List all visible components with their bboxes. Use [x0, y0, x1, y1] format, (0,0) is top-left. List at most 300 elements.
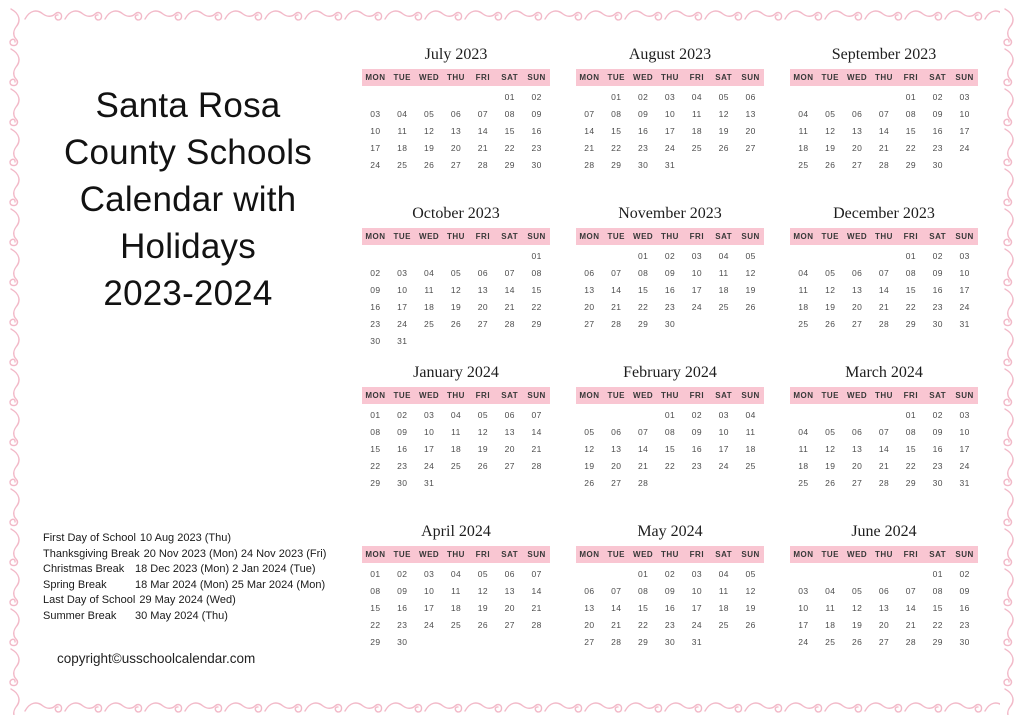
week-row [790, 315, 978, 332]
date-cell: 08 [611, 108, 622, 119]
date-cell: 05 [477, 568, 488, 579]
weeks-area [790, 247, 978, 332]
date-cell: 11 [798, 125, 809, 136]
weekday-header: TUE [821, 550, 840, 559]
date-cell: 25 [397, 159, 408, 170]
weekday-header: FRI [903, 550, 919, 559]
weekday-header-bar [362, 228, 550, 245]
date-cell: 21 [878, 142, 890, 153]
holiday-label: Summer Break [43, 609, 117, 622]
months-grid [362, 44, 978, 673]
week-row [362, 247, 550, 264]
weekday-header: MON [365, 73, 386, 82]
border-swirl-top [24, 5, 1000, 25]
week-row [576, 156, 764, 173]
date-cell: 21 [611, 301, 622, 312]
date-cell: 21 [638, 460, 649, 471]
date-cell: 30 [932, 477, 943, 488]
date-cell: 07 [905, 585, 916, 596]
weekday-header: TUE [821, 232, 840, 241]
date-cell: 22 [664, 460, 676, 471]
date-cell: 29 [905, 318, 916, 329]
weeks-area [790, 565, 978, 650]
date-cell: 21 [531, 602, 542, 613]
date-cell: 12 [745, 267, 756, 278]
date-cell: 08 [370, 585, 381, 596]
date-cell: 02 [932, 91, 943, 102]
weeks-area [362, 247, 550, 349]
date-cell: 01 [611, 91, 622, 102]
date-cell: 15 [611, 125, 622, 136]
weekday-header: FRI [903, 73, 919, 82]
weekday-header: SUN [741, 73, 760, 82]
weekday-header: SUN [527, 550, 546, 559]
date-cell: 01 [531, 250, 542, 261]
week-row [576, 264, 764, 281]
holiday-row [43, 547, 326, 563]
date-cell: 23 [932, 142, 943, 153]
week-row [576, 139, 764, 156]
weeks-area [576, 565, 764, 650]
date-cell: 28 [878, 477, 890, 488]
date-cell: 29 [531, 318, 542, 329]
date-cell: 13 [852, 284, 863, 295]
weekday-header: THU [661, 391, 679, 400]
date-cell: 03 [718, 409, 729, 420]
date-cell: 18 [798, 301, 809, 312]
date-cell: 06 [450, 108, 462, 119]
date-cell: 03 [691, 568, 702, 579]
month-title: September 2023 [831, 46, 937, 63]
holiday-row [43, 593, 326, 609]
date-cell: 25 [798, 318, 809, 329]
holiday-row [43, 609, 326, 625]
date-cell: 10 [691, 585, 702, 596]
date-cell: 10 [424, 585, 435, 596]
date-cell: 16 [638, 125, 649, 136]
date-cell: 18 [450, 443, 462, 454]
date-cell: 24 [424, 460, 435, 471]
date-cell: 13 [878, 602, 890, 613]
date-cell: 29 [370, 477, 381, 488]
date-cell: 28 [531, 460, 542, 471]
weekday-header: WED [419, 391, 440, 400]
weekday-header-bar [362, 387, 550, 404]
date-cell: 06 [878, 585, 890, 596]
date-cell: 30 [397, 636, 408, 647]
date-cell: 20 [584, 619, 595, 630]
date-cell: 10 [959, 267, 970, 278]
weekday-header: MON [579, 232, 600, 241]
date-cell: 25 [745, 460, 756, 471]
date-cell: 16 [370, 301, 381, 312]
date-cell: 03 [798, 585, 809, 596]
date-cell: 13 [584, 602, 595, 613]
date-cell: 05 [745, 250, 756, 261]
date-cell: 26 [745, 619, 756, 630]
weekday-header: TUE [821, 391, 840, 400]
date-cell: 01 [370, 568, 381, 579]
date-cell: 15 [905, 443, 916, 454]
date-cell: 17 [424, 443, 435, 454]
date-cell: 26 [852, 636, 863, 647]
date-cell: 16 [932, 125, 943, 136]
weekday-header-bar [362, 546, 550, 563]
date-cell: 08 [638, 267, 649, 278]
weekday-header-bar [790, 228, 978, 245]
date-cell: 11 [397, 125, 408, 136]
date-cell: 03 [370, 108, 381, 119]
date-cell: 09 [664, 267, 676, 278]
date-cell: 16 [691, 443, 702, 454]
date-cell: 01 [370, 409, 381, 420]
weekday-header: MON [365, 232, 386, 241]
date-cell: 09 [397, 426, 408, 437]
date-cell: 17 [691, 284, 702, 295]
date-cell: 10 [959, 426, 970, 437]
week-row [362, 298, 550, 315]
holiday-dates: 18 Mar 2024 (Mon) 25 Mar 2024 (Mon) [135, 578, 326, 591]
date-cell: 21 [477, 142, 488, 153]
weekday-header: THU [875, 391, 893, 400]
date-cell: 13 [450, 125, 462, 136]
date-cell: 15 [932, 602, 943, 613]
date-cell: 24 [664, 142, 676, 153]
page-title [40, 82, 336, 317]
date-cell: 08 [905, 108, 916, 119]
holiday-dates: 29 May 2024 (Wed) [139, 594, 236, 607]
page-title-line: Calendar with [79, 180, 297, 219]
date-cell: 07 [477, 108, 488, 119]
week-row [362, 332, 550, 349]
date-cell: 22 [611, 142, 622, 153]
date-cell: 19 [450, 301, 462, 312]
weekday-header: SAT [715, 550, 733, 559]
date-cell: 02 [959, 568, 970, 579]
weekday-header-bar [576, 69, 764, 86]
holiday-dates: 30 May 2024 (Thu) [135, 609, 228, 622]
date-cell: 16 [932, 284, 943, 295]
date-cell: 05 [825, 108, 836, 119]
date-cell: 16 [664, 284, 676, 295]
date-cell: 30 [932, 159, 943, 170]
weekday-header-bar [362, 69, 550, 86]
date-cell: 28 [611, 318, 622, 329]
week-row [362, 599, 550, 616]
date-cell: 16 [397, 602, 408, 613]
week-row [576, 474, 764, 491]
date-cell: 03 [959, 409, 970, 420]
weekday-header: THU [661, 232, 679, 241]
border-swirl-bottom [24, 697, 1000, 717]
weekday-header: SAT [715, 391, 733, 400]
month-title: March 2024 [845, 364, 923, 381]
month-calendar [790, 362, 978, 514]
date-cell: 02 [664, 568, 676, 579]
copyright-text: copyright©usschoolcalendar.com [57, 651, 256, 666]
weekday-header: SUN [955, 391, 974, 400]
date-cell: 23 [638, 142, 649, 153]
date-cell: 24 [691, 301, 702, 312]
date-cell: 12 [424, 125, 435, 136]
date-cell: 14 [584, 125, 595, 136]
holiday-row [43, 531, 326, 547]
date-cell: 09 [691, 426, 702, 437]
date-cell: 05 [825, 267, 836, 278]
date-cell: 11 [798, 284, 809, 295]
week-row [790, 616, 978, 633]
week-row [576, 315, 764, 332]
date-cell: 08 [531, 267, 542, 278]
date-cell: 28 [878, 318, 890, 329]
date-cell: 20 [878, 619, 890, 630]
weekday-header: MON [365, 391, 386, 400]
date-cell: 18 [450, 602, 462, 613]
date-cell: 28 [477, 159, 488, 170]
week-row [362, 139, 550, 156]
date-cell: 04 [825, 585, 836, 596]
date-cell: 25 [718, 301, 729, 312]
date-cell: 06 [611, 426, 622, 437]
weekday-header: MON [579, 73, 600, 82]
date-cell: 15 [370, 443, 381, 454]
date-cell: 08 [638, 585, 649, 596]
weekday-header: TUE [607, 232, 626, 241]
date-cell: 25 [798, 477, 809, 488]
week-row [790, 156, 978, 173]
month-title: May 2024 [637, 523, 703, 540]
date-cell: 09 [370, 284, 381, 295]
month-calendar [790, 44, 978, 196]
date-cell: 07 [878, 426, 890, 437]
date-cell: 09 [959, 585, 970, 596]
date-cell: 11 [424, 284, 434, 295]
date-cell: 05 [852, 585, 863, 596]
date-cell: 05 [718, 91, 729, 102]
weekday-header: SUN [955, 232, 974, 241]
date-cell: 17 [798, 619, 809, 630]
date-cell: 07 [638, 426, 649, 437]
date-cell: 23 [932, 301, 943, 312]
date-cell: 16 [531, 125, 542, 136]
date-cell: 09 [664, 585, 676, 596]
date-cell: 17 [397, 301, 408, 312]
week-row [790, 474, 978, 491]
date-cell: 04 [397, 108, 408, 119]
holiday-label: Christmas Break [43, 563, 125, 576]
date-cell: 19 [852, 619, 863, 630]
weekday-header-bar [790, 69, 978, 86]
date-cell: 27 [852, 159, 863, 170]
date-cell: 05 [584, 426, 595, 437]
date-cell: 29 [932, 636, 943, 647]
week-row [790, 88, 978, 105]
month-title: April 2024 [421, 523, 491, 540]
date-cell: 25 [718, 619, 729, 630]
date-cell: 04 [798, 426, 809, 437]
date-cell: 21 [878, 460, 890, 471]
date-cell: 04 [798, 267, 809, 278]
week-row [362, 88, 550, 105]
date-cell: 05 [825, 426, 836, 437]
date-cell: 05 [424, 108, 435, 119]
week-row [362, 264, 550, 281]
weekday-header-bar [790, 387, 978, 404]
page-title-line: 2023-2024 [103, 274, 273, 313]
date-cell: 26 [477, 460, 488, 471]
week-row [362, 122, 550, 139]
page-title-line: Santa Rosa [95, 86, 281, 125]
weekday-header: WED [419, 73, 440, 82]
date-cell: 13 [745, 108, 756, 119]
date-cell: 11 [451, 585, 461, 596]
weekday-header: FRI [689, 550, 705, 559]
date-cell: 23 [959, 619, 970, 630]
month-calendar [576, 362, 764, 514]
weekday-header: SUN [955, 73, 974, 82]
date-cell: 22 [531, 301, 542, 312]
date-cell: 10 [959, 108, 970, 119]
week-row [790, 440, 978, 457]
weekday-header: SUN [741, 391, 760, 400]
date-cell: 20 [852, 142, 863, 153]
date-cell: 03 [397, 267, 408, 278]
date-cell: 15 [370, 602, 381, 613]
date-cell: 03 [959, 91, 970, 102]
date-cell: 10 [664, 108, 676, 119]
date-cell: 06 [504, 568, 515, 579]
weekday-header: FRI [475, 73, 491, 82]
date-cell: 14 [611, 602, 622, 613]
weekday-header: SAT [929, 391, 947, 400]
date-cell: 29 [370, 636, 381, 647]
date-cell: 14 [878, 443, 890, 454]
weeks-area [576, 88, 764, 173]
date-cell: 15 [905, 284, 916, 295]
weekday-header: FRI [475, 232, 491, 241]
date-cell: 14 [477, 125, 488, 136]
date-cell: 24 [691, 619, 702, 630]
holiday-label: First Day of School [43, 532, 136, 544]
date-cell: 13 [504, 426, 515, 437]
date-cell: 28 [504, 318, 515, 329]
date-cell: 20 [611, 460, 622, 471]
month-calendar [362, 521, 550, 673]
date-cell: 01 [905, 91, 916, 102]
weekday-header: SUN [955, 550, 974, 559]
date-cell: 16 [397, 443, 408, 454]
week-row [576, 247, 764, 264]
date-cell: 06 [584, 585, 595, 596]
date-cell: 17 [959, 284, 970, 295]
date-cell: 02 [932, 409, 943, 420]
date-cell: 29 [905, 477, 916, 488]
date-cell: 10 [798, 602, 809, 613]
weekday-header: MON [365, 550, 386, 559]
date-cell: 31 [397, 335, 408, 346]
date-cell: 15 [638, 284, 649, 295]
date-cell: 04 [691, 91, 702, 102]
date-cell: 02 [638, 91, 649, 102]
date-cell: 26 [477, 619, 488, 630]
date-cell: 01 [504, 91, 515, 102]
week-row [362, 457, 550, 474]
date-cell: 18 [718, 602, 729, 613]
date-cell: 01 [638, 250, 649, 261]
page-title-line: County Schools [64, 133, 312, 172]
week-row [576, 122, 764, 139]
weeks-area [362, 406, 550, 491]
date-cell: 13 [852, 443, 863, 454]
date-cell: 21 [905, 619, 916, 630]
date-cell: 20 [477, 301, 488, 312]
date-cell: 30 [638, 159, 649, 170]
date-cell: 27 [584, 636, 595, 647]
date-cell: 18 [798, 460, 809, 471]
date-cell: 17 [424, 602, 435, 613]
week-row [790, 457, 978, 474]
date-cell: 05 [450, 267, 462, 278]
weekday-header: MON [579, 391, 600, 400]
date-cell: 29 [611, 159, 622, 170]
date-cell: 22 [905, 301, 916, 312]
date-cell: 26 [424, 159, 435, 170]
holiday-label: Last Day of School [43, 594, 136, 607]
date-cell: 01 [905, 250, 916, 261]
date-cell: 10 [691, 267, 702, 278]
date-cell: 26 [825, 159, 836, 170]
date-cell: 15 [638, 602, 649, 613]
date-cell: 14 [878, 284, 890, 295]
weeks-area [362, 88, 550, 173]
date-cell: 22 [504, 142, 515, 153]
date-cell: 19 [825, 460, 836, 471]
week-row [790, 122, 978, 139]
date-cell: 22 [932, 619, 943, 630]
week-row [576, 406, 764, 423]
week-row [790, 423, 978, 440]
date-cell: 27 [611, 477, 622, 488]
date-cell: 13 [504, 585, 515, 596]
date-cell: 12 [718, 108, 729, 119]
date-cell: 27 [584, 318, 595, 329]
month-title: February 2024 [623, 364, 717, 381]
date-cell: 13 [852, 125, 863, 136]
weekday-header: WED [419, 550, 440, 559]
date-cell: 18 [825, 619, 836, 630]
date-cell: 04 [450, 409, 462, 420]
date-cell: 10 [424, 426, 435, 437]
date-cell: 30 [397, 477, 408, 488]
weekday-header: FRI [475, 550, 491, 559]
date-cell: 19 [584, 460, 595, 471]
weekday-header: THU [447, 391, 465, 400]
month-calendar [362, 44, 550, 196]
week-row [790, 105, 978, 122]
weekday-header: SAT [501, 73, 519, 82]
date-cell: 29 [905, 159, 916, 170]
weekday-header: THU [875, 232, 893, 241]
date-cell: 01 [905, 409, 916, 420]
week-row [576, 88, 764, 105]
date-cell: 16 [664, 602, 676, 613]
date-cell: 13 [477, 284, 488, 295]
date-cell: 24 [718, 460, 729, 471]
date-cell: 07 [878, 267, 890, 278]
month-title: October 2023 [412, 205, 500, 222]
date-cell: 27 [852, 318, 863, 329]
date-cell: 22 [370, 619, 381, 630]
